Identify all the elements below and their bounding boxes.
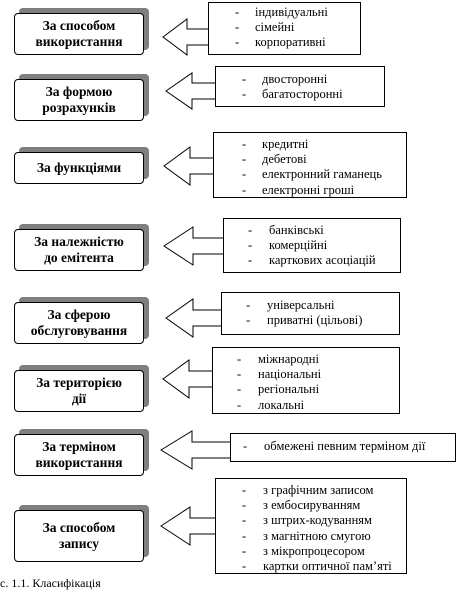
list-item: - індивідуальні [235, 5, 328, 19]
list-item: - багатосторонні [242, 87, 343, 102]
list-item: - кредитні [242, 137, 309, 151]
list-item: - з магнітною смугою [242, 528, 371, 543]
left-arrow-icon [163, 226, 225, 266]
items-box-territory [212, 347, 400, 414]
list-item: - банківські [248, 223, 324, 237]
category-box-functions: За функціями [14, 152, 144, 184]
category-box-issuer: За належністю до емітента [14, 229, 144, 271]
list-item: - обмежені певним терміном дії [243, 439, 426, 453]
list-item: - двосторонні [242, 72, 328, 86]
category-box-settlement: За формою розрахунків [14, 79, 144, 121]
list-item: - регіональні [237, 382, 320, 397]
left-arrow-icon [160, 506, 217, 546]
list-item: - карткових асоціацій [248, 253, 376, 268]
list-item: - корпоративні [235, 35, 326, 50]
list-item: - з ембосируванням [242, 498, 361, 513]
category-box-term: За терміном використання [14, 434, 144, 476]
list-item: - картки оптичної пам’яті [242, 558, 392, 573]
list-item: - з штрих-кодуванням [242, 513, 372, 528]
left-arrow-icon [162, 18, 210, 56]
list-item: - комерційні [248, 238, 328, 253]
category-box-usage: За способом використання [14, 13, 144, 55]
list-item: - приватні (цільові) [246, 313, 363, 328]
left-arrow-icon [165, 72, 217, 110]
list-item: - універсальні [246, 298, 335, 312]
items-box-term [230, 433, 456, 462]
list-item: - з мікропроцесором [242, 543, 365, 558]
list-item: - електронні гроші [242, 182, 355, 197]
items-box-settlement [215, 66, 385, 107]
left-arrow-icon [165, 298, 223, 338]
items-box-usage [208, 2, 361, 55]
list-item: - національні [237, 367, 322, 382]
items-box-functions [213, 132, 407, 198]
list-item: - дебетові [242, 152, 307, 167]
category-box-territory: За територією дії [14, 370, 144, 412]
list-item: - сімейні [235, 20, 295, 35]
figure-caption: с. 1.1. Класифікація [0, 576, 101, 590]
items-box-service [221, 292, 400, 335]
list-item: - міжнародні [237, 352, 319, 366]
category-box-service: За сферою обслуговування [14, 302, 144, 344]
left-arrow-icon [162, 359, 214, 399]
items-box-recording [215, 478, 407, 574]
list-item: - з графічним записом [242, 483, 374, 497]
list-item: - електронний гаманець [242, 167, 382, 182]
category-box-recording: За способом запису [14, 510, 144, 562]
items-box-issuer [223, 218, 401, 273]
left-arrow-icon [163, 146, 215, 186]
list-item: - локальні [237, 397, 305, 412]
left-arrow-icon [160, 430, 232, 470]
